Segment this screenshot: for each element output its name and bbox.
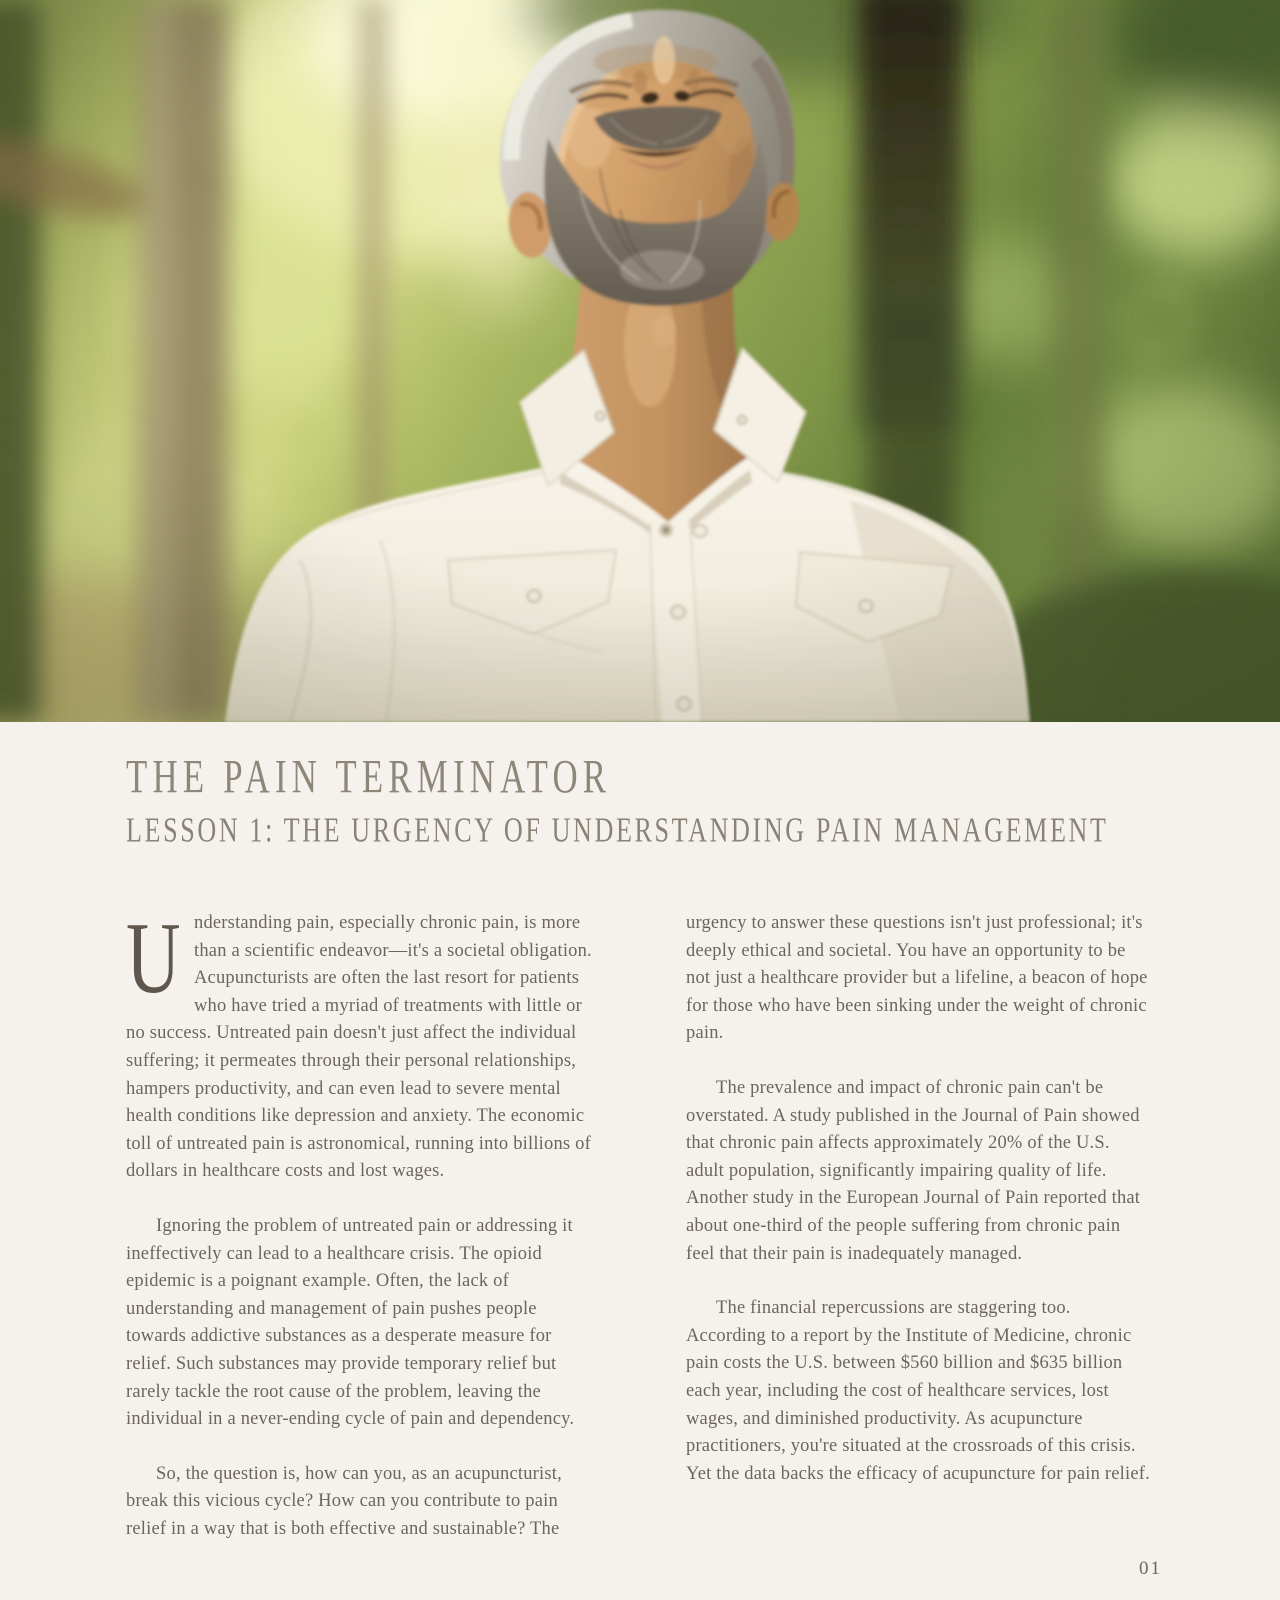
- drop-cap: U: [126, 902, 181, 1015]
- paragraph: [126, 902, 592, 1186]
- lesson-subtitle: LESSON 1: THE URGENCY OF UNDERSTANDING PAIN MANAGEMENT: [126, 811, 1109, 850]
- paragraph: The prevalence and impact of chronic pain can't be overstated. A study published in the Journal of Pain showed that chronic pain affects approximately 20% of the U.S. adult population, significantly impairing quality of life. Another study in the European Journal of Pain reported that about one-third of the people suffering from chronic pain feel that their pain is inadequately managed.: [686, 1077, 1141, 1264]
- left-column: [126, 902, 592, 1570]
- page-title: THE PAIN TERMINATOR: [126, 749, 612, 803]
- right-column: [686, 910, 1150, 1570]
- forest-man-illustration: [0, 0, 1280, 722]
- two-column-text: [126, 902, 1150, 1570]
- page-number: 01: [1139, 1558, 1162, 1579]
- paragraph: So, the question is, how can you, as an acupuncturist, break this vicious cycle? How can you contribute to pain relief in a way that is both effective and sustainable? The: [126, 1463, 562, 1539]
- vignette-overlay: [0, 0, 1280, 722]
- hero-photo: [0, 0, 1280, 722]
- paragraph: urgency to answer these questions isn't just professional; it's deeply ethical and societal. You have an opportunity to be not just a healthcare provider but a lifeline, a beacon of hope for those who have been sinking under the weight of chronic pain.: [686, 913, 1148, 1044]
- paragraph-text: nderstanding pain, especially chronic pain, is more than a scientific endeavor—it's a societal obligation. Acupuncturists are often the last resort for patients who have tried a myriad of treatments with little or no success. Untreated pain doesn't just affect the individual suffering; it permeates through their personal relationships, hampers productivity, and can even lead to severe mental health conditions like depression and anxiety. The economic toll of untreated pain is astronomical, running into billions of dollars in healthcare costs and lost wages.: [126, 913, 592, 1182]
- article-section: [0, 722, 1280, 1570]
- paragraph: Ignoring the problem of untreated pain or addressing it ineffectively can lead to a healthcare crisis. The opioid epidemic is a poignant example. Often, the lack of understanding and management of pain pushes people towards addictive substances as a desperate measure for relief. Such substances may provide temporary relief but rarely tackle the root cause of the problem, leaving the individual in a never-ending cycle of pain and dependency.: [126, 1215, 575, 1430]
- paragraph: The financial repercussions are staggering too. According to a report by the Institute of Medicine, chronic pain costs the U.S. between $560 billion and $635 billion each year, including the cost of healthcare services, lost wages, and diminished productivity. As acupuncture practitioners, you're situated at the crossroads of this crisis. Yet the data backs the efficacy of acupuncture for pain relief.: [686, 1298, 1150, 1484]
